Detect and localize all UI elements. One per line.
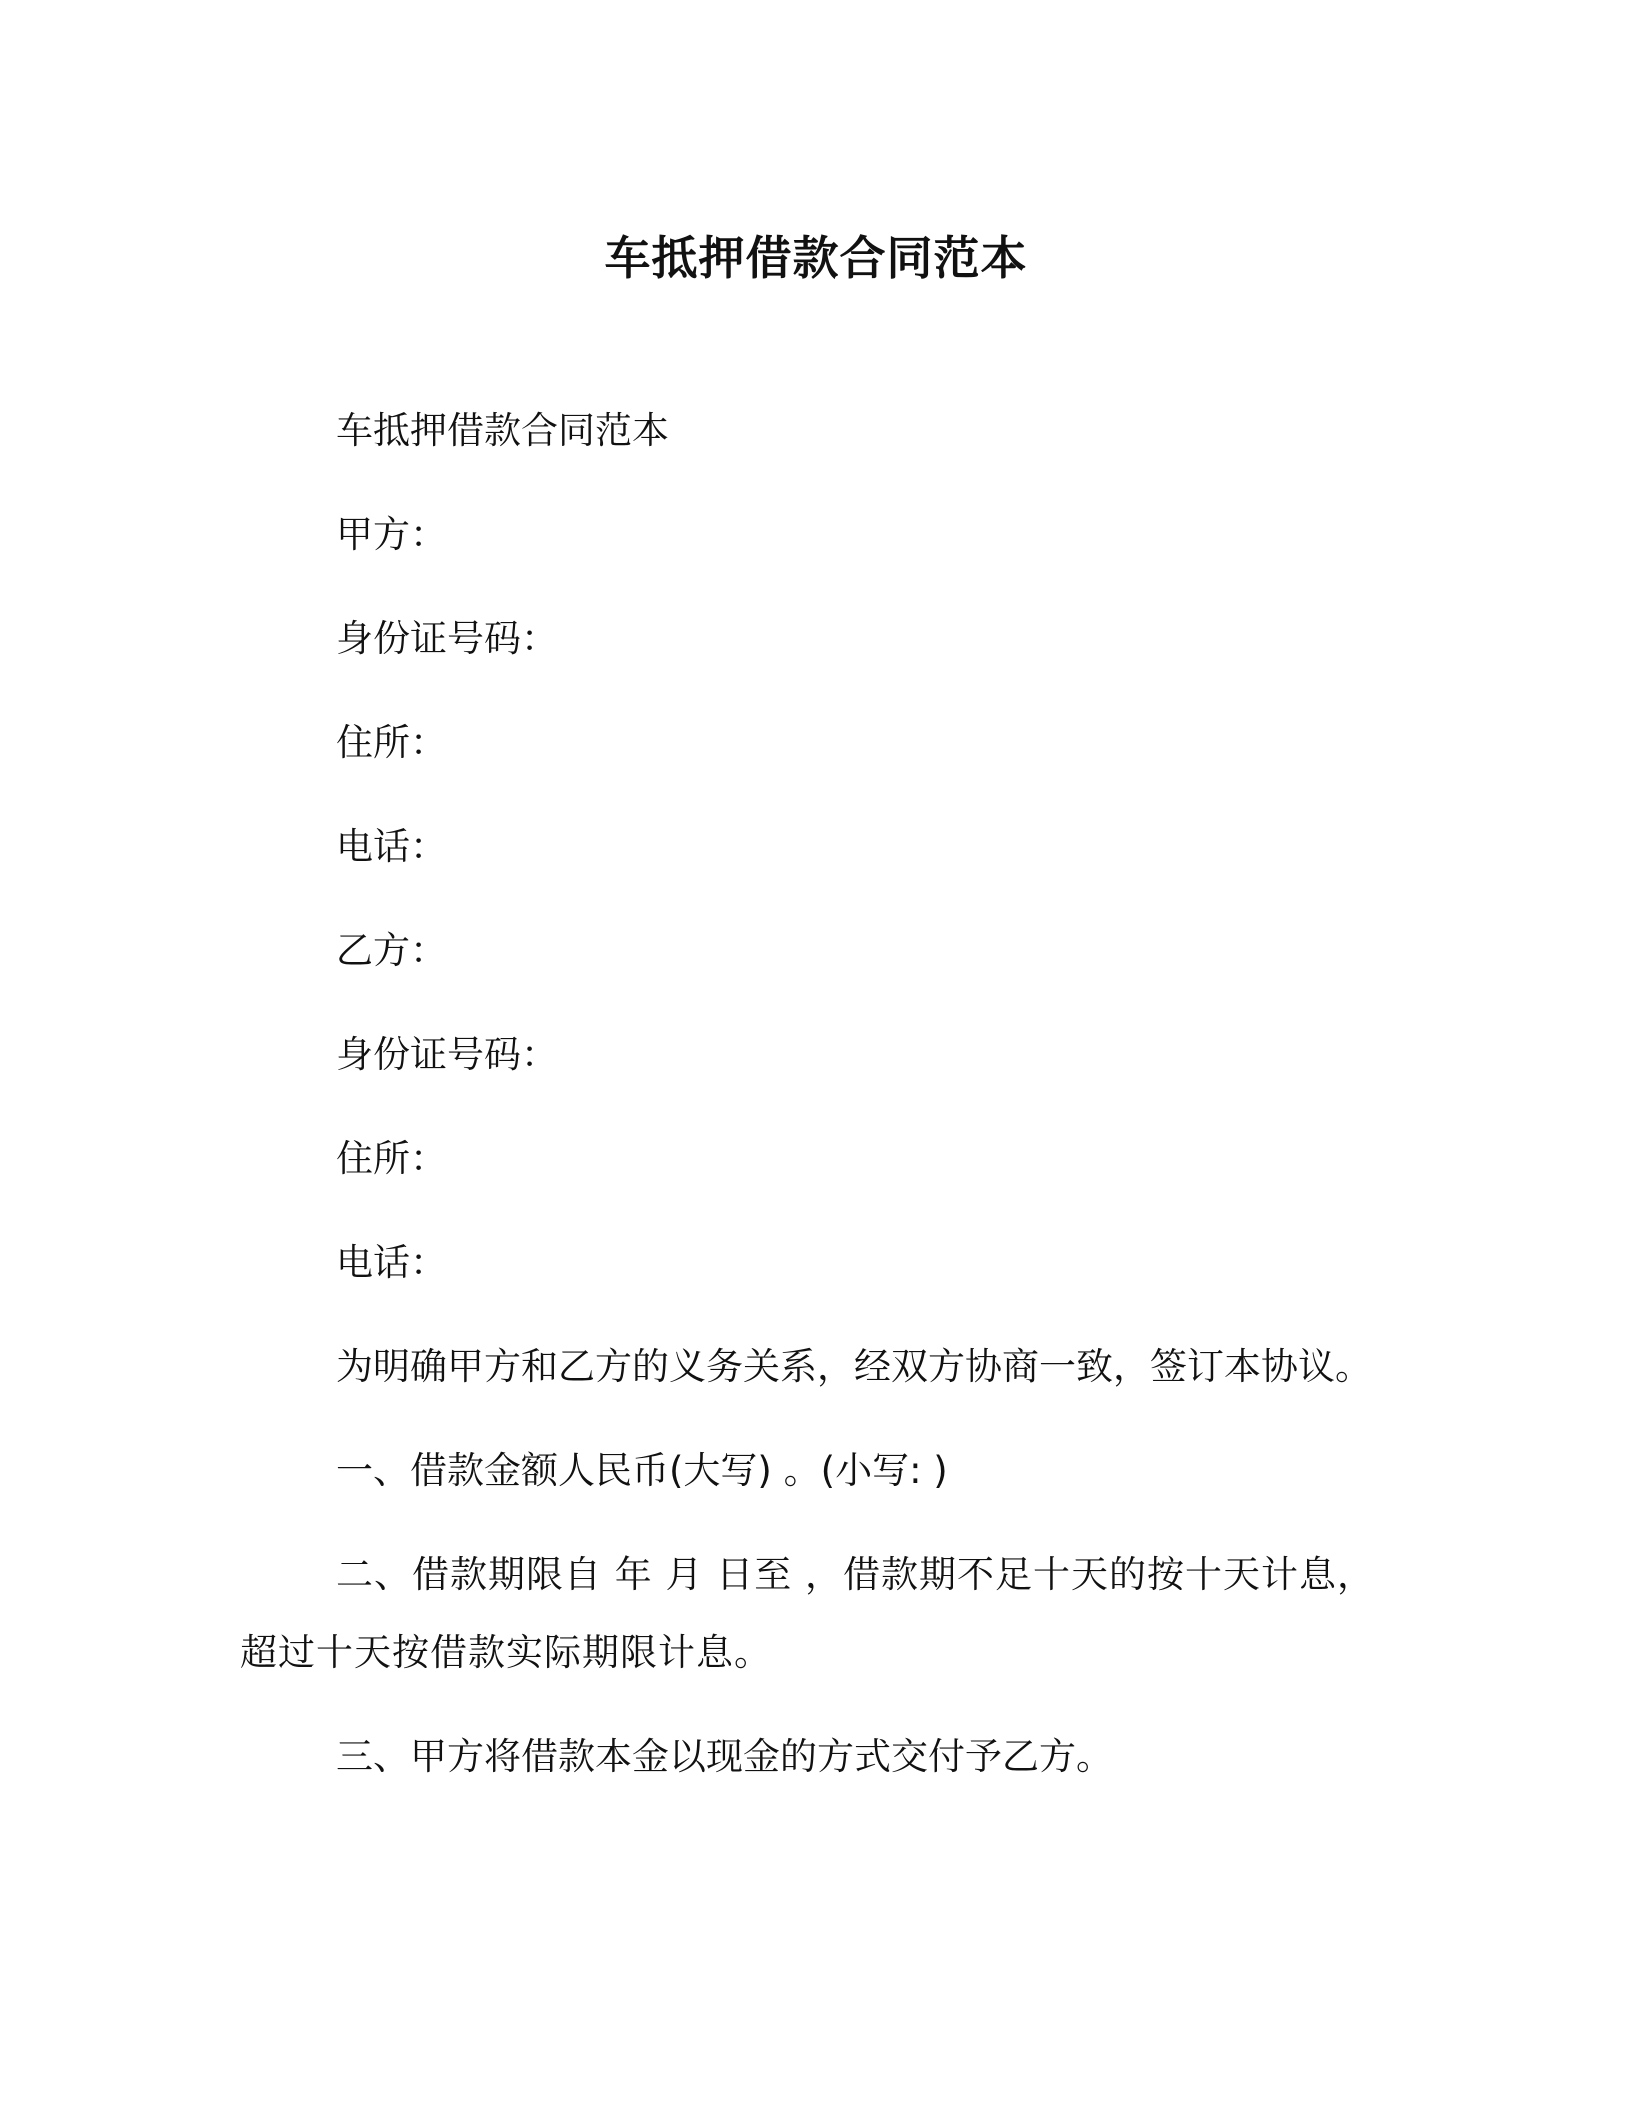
party-b-id-label: 身份证号码： — [336, 1033, 558, 1076]
party-b-phone-label: 电话： — [336, 1241, 447, 1284]
clause-2-term: 二、借款期限自 年 月 日至 ，借款期不足十天的按十天计息，超过十天按借款实际期限计息。 — [240, 1553, 1376, 1674]
document-body — [240, 392, 1390, 1822]
clause-1-amount: 一、借款金额人民币(大写) 。(小写: ) — [336, 1449, 948, 1492]
party-b-address-label: 住所： — [336, 1137, 447, 1180]
document-title: 车抵押借款合同范本 — [604, 231, 1028, 285]
party-a-address-label: 住所： — [336, 721, 447, 764]
party-a-id-label: 身份证号码： — [336, 617, 558, 660]
subtitle-line: 车抵押借款合同范本 — [336, 409, 669, 452]
agreement-intro: 为明确甲方和乙方的义务关系，经双方协商一致，签订本协议。 — [336, 1345, 1372, 1388]
party-a-label: 甲方： — [336, 513, 447, 556]
party-b-label: 乙方： — [336, 929, 447, 972]
party-a-phone-label: 电话： — [336, 825, 447, 868]
clause-3-payment: 三、甲方将借款本金以现金的方式交付予乙方。 — [336, 1735, 1113, 1778]
